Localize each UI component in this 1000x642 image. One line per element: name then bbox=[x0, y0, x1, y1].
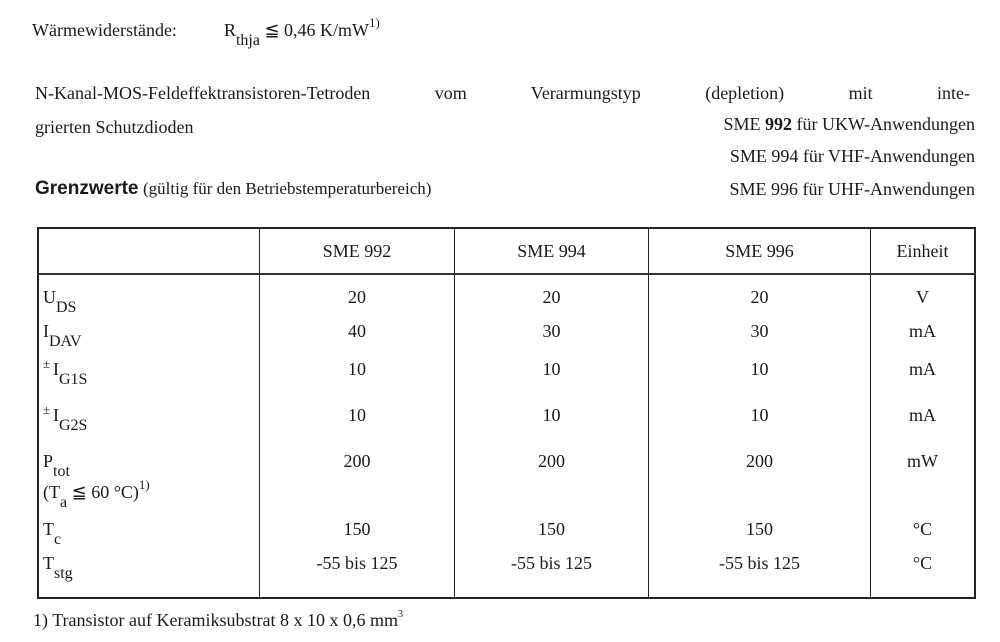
parameter-label: Tc bbox=[43, 519, 62, 548]
thermal-symbol: R bbox=[223, 20, 236, 40]
value-cell: 150 bbox=[455, 519, 649, 553]
value-cell: 10 bbox=[455, 359, 649, 405]
footnote: 1) Transistor auf Keramiksubstrat 8 x 10 x 0,6 $mm^3$ bbox=[33, 609, 403, 630]
condition: (Ta ≦ 60 °C)$^{1)}$ bbox=[43, 477, 150, 511]
thermal-value: 0,46 K/mW bbox=[284, 20, 370, 40]
unit-cell: °C bbox=[871, 553, 976, 598]
plus-minus-sign: ± bbox=[43, 356, 51, 371]
thermal-resistance: Wärmewiderstände: Rthja ≦ 0,46 $K/mW^{1)}$ bbox=[32, 15, 380, 49]
unit-cell: mA bbox=[871, 359, 976, 405]
table-row bbox=[38, 451, 975, 519]
intro-line-1: N-Kanal-MOS-Feldeffektransistoren-Tetroden vom Verarmungstyp (depletion) mit inte- bbox=[35, 83, 970, 103]
header-blank bbox=[38, 228, 260, 274]
model-line-994: SME 994 für VHF-Anwendungen bbox=[729, 146, 975, 166]
value-cell: 200 bbox=[455, 451, 649, 519]
limits-title: Grenzwerte bbox=[35, 178, 139, 199]
parameter-label: ± IG2S bbox=[43, 402, 88, 434]
header-sme-996: SME 996 bbox=[649, 228, 871, 274]
parameter-label: UDS bbox=[43, 287, 77, 316]
value-cell: 10 bbox=[260, 405, 455, 451]
limits-table bbox=[37, 227, 976, 599]
limits-note: (gültig für den Betriebstemperaturbereich) bbox=[142, 179, 432, 198]
table-header-row bbox=[38, 228, 975, 274]
table-row bbox=[38, 274, 975, 321]
value-cell: 20 bbox=[649, 274, 871, 321]
intro-line-2: grierten Schutzdioden bbox=[35, 117, 194, 137]
thermal-label: Wärmewiderstände: bbox=[32, 20, 177, 40]
header-unit: Einheit bbox=[871, 228, 976, 274]
value-cell: 150 bbox=[649, 519, 871, 553]
value-cell: 10 bbox=[455, 405, 649, 451]
value-cell: 20 bbox=[455, 274, 649, 321]
value-cell: -55 bis 125 bbox=[649, 553, 871, 598]
value-cell: -55 bis 125 bbox=[455, 553, 649, 598]
table-row bbox=[38, 321, 975, 359]
header-sme-994: SME 994 bbox=[455, 228, 649, 274]
value-cell: -55 bis 125 bbox=[260, 553, 455, 598]
table-row bbox=[38, 405, 975, 451]
value-cell: 30 bbox=[455, 321, 649, 359]
unit-cell: mW bbox=[871, 451, 976, 519]
value-cell: 40 bbox=[260, 321, 455, 359]
value-cell: 200 bbox=[649, 451, 871, 519]
value-cell: 10 bbox=[649, 405, 871, 451]
value-cell: 30 bbox=[649, 321, 871, 359]
unit-cell: V bbox=[871, 274, 976, 321]
parameter-label: Tstg bbox=[43, 553, 73, 582]
table-row bbox=[38, 553, 975, 598]
parameter-label: Ptot (Ta ≦ 60 °C)$^{1)}$ bbox=[43, 451, 150, 511]
unit-cell: °C bbox=[871, 519, 976, 553]
unit-cell: mA bbox=[871, 321, 976, 359]
value-cell: 10 bbox=[260, 359, 455, 405]
table-row bbox=[38, 519, 975, 553]
parameter-label: ± IG1S bbox=[43, 356, 88, 388]
model-line-996: SME 996 für UHF-Anwendungen bbox=[729, 179, 975, 199]
value-cell: 10 bbox=[649, 359, 871, 405]
value-cell: 150 bbox=[260, 519, 455, 553]
plus-minus-sign: ± bbox=[43, 402, 51, 417]
table-row bbox=[38, 359, 975, 405]
value-cell: 20 bbox=[260, 274, 455, 321]
value-cell: 200 bbox=[260, 451, 455, 519]
limits-heading bbox=[35, 178, 431, 200]
header-sme-992: SME 992 bbox=[260, 228, 455, 274]
parameter-label: IDAV bbox=[43, 321, 82, 350]
unit-cell: mA bbox=[871, 405, 976, 451]
model-line-992: SME 992 für UKW-Anwendungen bbox=[723, 114, 975, 134]
